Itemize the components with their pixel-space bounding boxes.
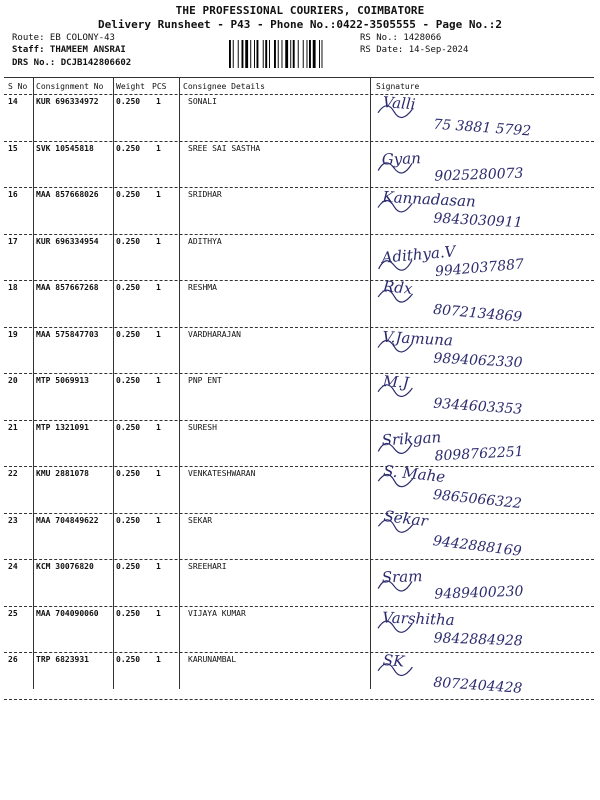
signature-name: V.Jamuna (382, 327, 454, 349)
signature-name: Varshitha (382, 608, 455, 629)
col-header-sno: S No (8, 82, 28, 91)
cell-pcs: 1 (156, 515, 161, 525)
signature-cell (372, 420, 594, 466)
cell-sno: 24 (8, 562, 18, 571)
cell-weight: 0.250 (116, 97, 141, 106)
cell-weight: 0.250 (116, 562, 141, 571)
cell-sno: 15 (8, 143, 18, 153)
cell-weight: 0.250 (116, 376, 141, 385)
col-divider (33, 77, 34, 689)
cell-consignment: MTP 5069913 (36, 376, 89, 385)
cell-sno: 19 (8, 329, 18, 339)
col-header-consignment: Consignment No (36, 82, 104, 91)
signature-name: M.J (382, 372, 410, 392)
cell-consignment: KCM 30076820 (36, 562, 94, 571)
barcode-bar (242, 40, 244, 68)
signature-name: Valli (382, 93, 417, 114)
barcode-bar (298, 40, 299, 68)
barcode-bar (238, 40, 239, 68)
runsheet-title: Delivery Runsheet - P43 - Phone No.:0422-3505555 - Page No.:2 (98, 18, 502, 31)
cell-consignment: TRP 6823931 (36, 655, 89, 664)
cell-sno: 22 (8, 469, 18, 478)
cell-sno: 16 (8, 190, 18, 199)
signature-phone: 8072134869 (432, 301, 523, 326)
cell-sno: 21 (8, 422, 18, 432)
cell-pcs: 1 (156, 329, 161, 339)
rs-date: RS Date: 14-Sep-2024 (360, 45, 469, 55)
cell-pcs: 1 (156, 422, 161, 432)
barcode-bar (233, 40, 234, 68)
cell-sno: 17 (8, 236, 18, 246)
cell-weight: 0.250 (116, 283, 141, 292)
cell-consignment: MAA 704090060 (36, 608, 99, 618)
cell-consignee: VIJAYA KUMAR (188, 608, 246, 618)
cell-weight: 0.250 (116, 236, 141, 246)
signature-cell (372, 559, 594, 605)
barcode-bar (322, 40, 323, 68)
staff-label: Staff: THAMEEM ANSRAI (12, 45, 126, 55)
cell-weight: 0.250 (116, 329, 141, 339)
signature-cell (372, 506, 594, 560)
cell-sno: 20 (8, 376, 18, 385)
cell-pcs: 1 (156, 236, 161, 246)
signature-name: SK (382, 651, 405, 671)
cell-consignee: VARDHARAJAN (188, 329, 241, 339)
cell-pcs: 1 (156, 143, 161, 153)
signature-name: S. Mahe (382, 461, 447, 487)
barcode-bar (282, 40, 283, 68)
signature-name: Rdx (382, 277, 414, 298)
barcode-bar (319, 40, 320, 68)
signature-phone: 9842884928 (433, 629, 523, 649)
barcode-bar (254, 40, 255, 68)
row-separator (4, 699, 594, 700)
barcode-bar (250, 40, 251, 68)
cell-consignee: PNP ENT (188, 376, 222, 385)
signature-cell (372, 327, 594, 373)
barcode-bar (269, 40, 270, 68)
cell-pcs: 1 (156, 97, 161, 106)
signature-phone: 9942037887 (434, 255, 525, 280)
signature-phone: 9865066322 (432, 486, 523, 513)
signature-cell (372, 94, 594, 140)
cell-consignee: KARUNAMBAL (188, 655, 237, 664)
cell-consignment: MAA 575847703 (36, 329, 99, 339)
cell-sno: 26 (8, 655, 18, 664)
signature-phone: 9344603353 (432, 395, 523, 418)
signature-cell (372, 277, 594, 326)
col-divider (179, 77, 180, 689)
col-header-consignee: Consignee Details (183, 82, 265, 91)
col-header-pcs: PCS (152, 82, 167, 91)
barcode-image (228, 40, 352, 68)
barcode-bar (245, 40, 248, 68)
cell-weight: 0.250 (116, 422, 141, 432)
barcode-bar (290, 40, 291, 68)
barcode-bar (303, 40, 304, 68)
cell-consignee: ADITHYA (188, 236, 222, 246)
cell-consignee: SRIDHAR (188, 190, 222, 199)
signature-phone: 9843030911 (433, 210, 523, 232)
barcode-bar (313, 40, 316, 68)
barcode-bar (307, 40, 308, 68)
col-header-weight: Weight (116, 82, 145, 91)
route-label: Route: EB COLONY-43 (12, 33, 115, 43)
cell-sno: 23 (8, 515, 18, 525)
company-title: THE PROFESSIONAL COURIERS, COIMBATORE (175, 4, 425, 17)
cell-consignee: SURESH (188, 422, 217, 432)
col-divider (370, 77, 371, 689)
cell-pcs: 1 (156, 376, 161, 385)
cell-consignment: MAA 857667268 (36, 283, 99, 292)
cell-consignee: RESHMA (188, 283, 217, 292)
cell-consignee: VENKATESHWARAN (188, 469, 256, 478)
cell-weight: 0.250 (116, 515, 141, 525)
signature-phone: 9025280073 (434, 165, 524, 185)
cell-consignment: KMU 2881078 (36, 469, 89, 478)
barcode-bar (293, 40, 295, 68)
cell-sno: 14 (8, 97, 18, 106)
cell-pcs: 1 (156, 655, 161, 664)
signature-name: Sram (381, 567, 423, 587)
signature-cell (372, 461, 594, 513)
barcode-bar (257, 40, 259, 68)
signature-phone: 9489400230 (434, 583, 524, 603)
cell-weight: 0.250 (116, 190, 141, 199)
rs-number: RS No.: 1428066 (360, 33, 442, 43)
signature-cell (372, 234, 594, 280)
signature-name: Kannadasan (382, 187, 477, 211)
signature-cell (372, 652, 594, 698)
signature-cell (372, 373, 594, 419)
col-header-signature: Signature (376, 82, 420, 91)
cell-consignment: SVK 10545818 (36, 143, 94, 153)
barcode-bar (274, 40, 276, 68)
cell-consignment: MAA 704849622 (36, 515, 99, 525)
cell-weight: 0.250 (116, 143, 141, 153)
cell-consignment: MTP 1321091 (36, 422, 89, 432)
barcode-bar (265, 40, 267, 68)
barcode-bar (309, 40, 311, 68)
signature-cell (372, 141, 594, 187)
cell-weight: 0.250 (116, 608, 141, 618)
cell-pcs: 1 (156, 283, 161, 292)
signature-name: Sekar (382, 506, 429, 530)
cell-consignment: KUR 696334972 (36, 97, 99, 106)
cell-consignee: SONALI (188, 97, 217, 106)
cell-sno: 18 (8, 283, 18, 292)
signature-phone: 9442888169 (432, 532, 523, 560)
cell-consignee: SREEHARI (188, 562, 227, 571)
cell-sno: 25 (8, 608, 18, 618)
signature-cell (372, 606, 594, 652)
signature-phone: 8072404428 (432, 674, 523, 697)
cell-pcs: 1 (156, 190, 161, 199)
barcode-bar (278, 40, 279, 68)
table-top-rule (4, 77, 594, 78)
signature-cell (372, 187, 594, 233)
cell-consignment: MAA 857668026 (36, 190, 99, 199)
cell-pcs: 1 (156, 562, 161, 571)
signature-name: Gyan (381, 148, 422, 168)
cell-consignment: KUR 696334954 (36, 236, 99, 246)
cell-weight: 0.250 (116, 655, 141, 664)
cell-pcs: 1 (156, 469, 161, 478)
cell-weight: 0.250 (116, 469, 141, 478)
signature-name: Adithya.V (380, 241, 457, 267)
col-divider (113, 77, 114, 689)
signature-name: Srikgan (381, 427, 442, 449)
signature-phone: 8098762251 (434, 443, 525, 464)
signature-phone: 9894062330 (433, 349, 523, 371)
drs-number: DRS No.: DCJB142806602 (12, 58, 132, 68)
signature-phone: 75 3881 5792 (432, 116, 532, 140)
cell-consignee: SEKAR (188, 515, 213, 525)
barcode-bar (263, 40, 264, 68)
barcode-bar (229, 40, 231, 68)
cell-pcs: 1 (156, 608, 161, 618)
cell-consignee: SREE SAI SASTHA (188, 143, 261, 153)
barcode-bar (285, 40, 288, 68)
